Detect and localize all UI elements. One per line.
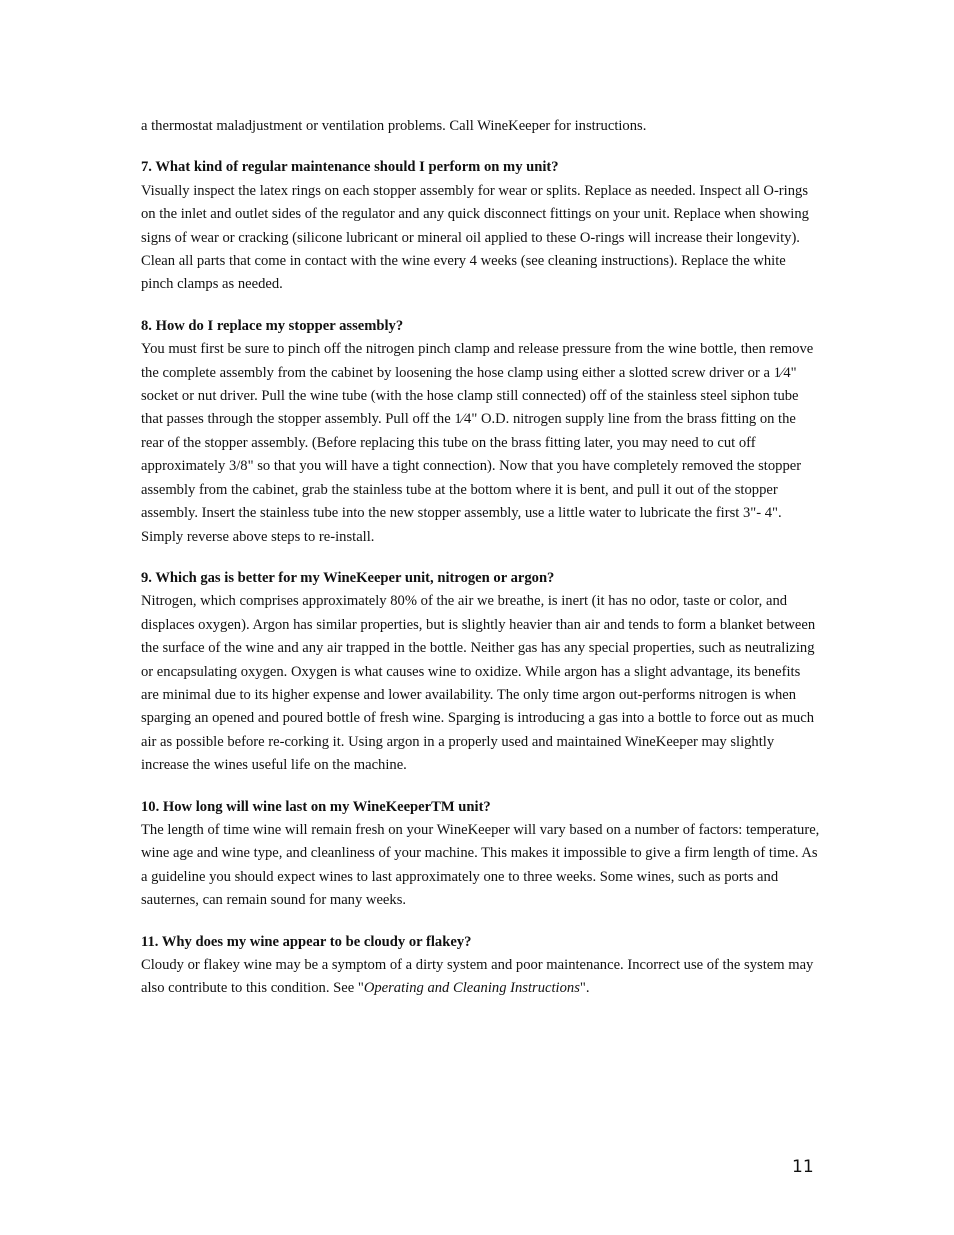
faq-answer-end: ". <box>579 980 590 997</box>
intro-paragraph: a thermostat maladjustment or ventilation problems. Call WineKeeper for instructions. <box>141 118 647 134</box>
faq-answer: Visually inspect the latex rings on each stopper assembly for wear or splits. Replace as needed. Inspect all O-rings on the inlet and outlet sides of the regulator and any quick disconnect fittings on your unit. Replace when showing signs of wear or cracking (silicone lubricant or mineral oil applied to these O-rings will increase their longevity). Clean all parts that come in contact with the wine every 4 weeks (see cleaning instructions). Replace the white pinch clamps as needed. <box>141 182 809 293</box>
faq-answer: The length of time wine will remain fresh on your WineKeeper will vary based on a number of factors: temperature, wine age and wine type, and cleanliness of your machine. This makes it impossible to give a firm length of time. As a guideline you should expect wines to last approximately one to three weeks. Some wines, such as ports and sauternes, can remain sound for many weeks. <box>141 821 820 909</box>
faq-item-10 <box>141 796 821 913</box>
faq-answer <box>141 954 821 1001</box>
faq-item-7 <box>141 156 821 296</box>
page-content <box>141 115 821 1019</box>
faq-item-9 <box>141 567 821 778</box>
faq-question: 11. Why does my wine appear to be cloudy or flakey? <box>141 933 472 950</box>
faq-question: 7. What kind of regular maintenance should I perform on my unit? <box>141 159 559 176</box>
faq-answer-reference: Operating and Cleaning Instructions <box>363 980 580 997</box>
faq-answer: Nitrogen, which comprises approximately 80% of the air we breathe, is inert (it has no odor, taste or color, and displaces oxygen). Argon has similar properties, but is slightly heavier than air and tends to form a blanket between the surface of the wine and any air trapped in the bottle. Neither gas has any special properties, such as neutralizing or encapsulating oxygen. Oxygen is what causes wine to oxidize. While argon has a slight advantage, its benefits are minimal due to its higher expense and lower availability. The only time argon out-performs nitrogen is when sparging an opened and poured bottle of fresh wine. Sparging is introducing a gas into a bottle to force out as much air as possible before re-corking it. Using argon in a properly used and maintained WineKeeper may slightly increase the wines useful life on the machine. <box>141 593 816 774</box>
faq-answer-text: Cloudy or flakey wine may be a symptom of a dirty system and poor maintenance. Incorrect use of the system may also contribute to this condition. See " <box>141 957 814 997</box>
faq-item-8 <box>141 315 821 549</box>
faq-question: 9. Which gas is better for my WineKeeper unit, nitrogen or argon? <box>141 569 555 586</box>
faq-question: 10. How long will wine last on my WineKeeperTM unit? <box>141 798 491 815</box>
page-number: 11 <box>792 1157 814 1177</box>
faq-question: 8. How do I replace my stopper assembly? <box>141 317 404 334</box>
faq-item-11 <box>141 931 821 1001</box>
faq-answer: You must first be sure to pinch off the nitrogen pinch clamp and release pressure from the wine bottle, then remove the complete assembly from the cabinet by loosening the hose clamp using either a slotted screw driver or a 1⁄4" socket or nut driver. Pull the wine tube (with the hose clamp still connected) off of the stainless steel siphon tube that passes through the stopper assembly. Pull off the 1⁄4" O.D. nitrogen supply line from the brass fitting on the rear of the stopper assembly. (Before replacing this tube on the brass fitting later, you may need to cut off approximately 3/8" so that you will have a tight connection). Now that you have completely removed the stopper assembly from the cabinet, grab the stainless tube at the bottom where it is bent, and pull it out of the stopper assembly. Insert the stainless tube into the new stopper assembly, use a little water to lubricate the first 3"- 4". Simply reverse above steps to re-install. <box>141 341 814 545</box>
